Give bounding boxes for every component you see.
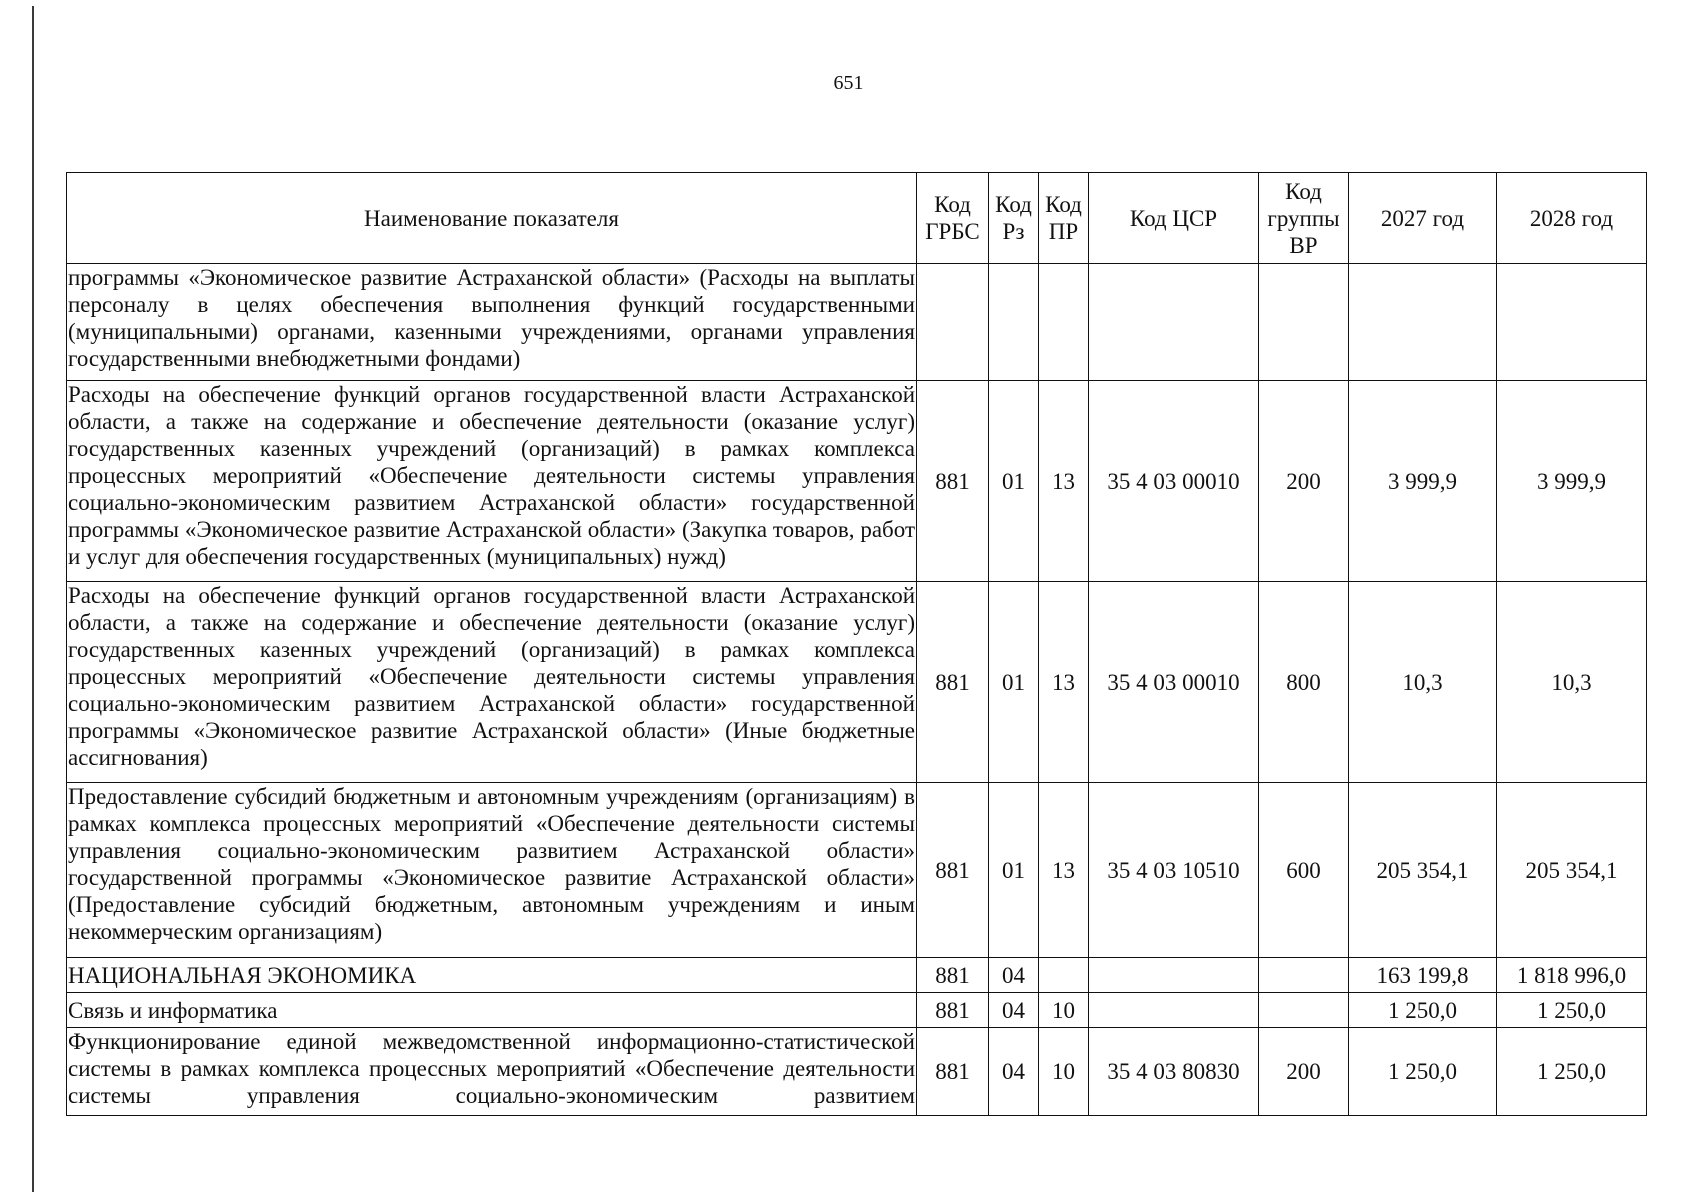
cell-csr (1089, 993, 1259, 1028)
cell-rz: 04 (989, 1028, 1039, 1116)
scan-edge-line (32, 6, 34, 1192)
cell-2027: 205 354,1 (1349, 783, 1497, 958)
cell-2028: 10,3 (1497, 582, 1647, 783)
cell-2028 (1497, 264, 1647, 381)
header-name: Наименование показателя (67, 173, 917, 264)
budget-table (66, 172, 1647, 1116)
cell-2027: 1 250,0 (1349, 993, 1497, 1028)
cell-grbs: 881 (917, 582, 989, 783)
cell-pr (1039, 264, 1089, 381)
header-pr: Код ПР (1039, 173, 1089, 264)
cell-pr: 13 (1039, 783, 1089, 958)
table-row (67, 993, 1647, 1028)
cell-vr (1259, 993, 1349, 1028)
header-2027: 2027 год (1349, 173, 1497, 264)
cell-2027: 1 250,0 (1349, 1028, 1497, 1116)
cell-2027: 3 999,9 (1349, 381, 1497, 582)
cell-csr: 35 4 03 00010 (1089, 381, 1259, 582)
table-row (67, 381, 1647, 582)
cell-rz: 04 (989, 958, 1039, 993)
page-number: 651 (833, 72, 864, 94)
cell-2027 (1349, 264, 1497, 381)
cell-pr: 13 (1039, 381, 1089, 582)
header-rz: Код Рз (989, 173, 1039, 264)
cell-pr: 10 (1039, 1028, 1089, 1116)
cell-pr (1039, 958, 1089, 993)
cell-2028: 1 250,0 (1497, 1028, 1647, 1116)
header-grbs: Код ГРБС (917, 173, 989, 264)
cell-vr: 800 (1259, 582, 1349, 783)
cell-csr: 35 4 03 10510 (1089, 783, 1259, 958)
cell-name: Функционирование единой межведомственной информационно-статистической системы в рамках комплекса процессных мероприятий «Обеспечение деятельности системы управления социально-экономическим развитием (67, 1028, 917, 1116)
cell-rz (989, 264, 1039, 381)
cell-name: Связь и информатика (67, 993, 917, 1028)
cell-name: НАЦИОНАЛЬНАЯ ЭКОНОМИКА (67, 958, 917, 993)
cell-pr: 10 (1039, 993, 1089, 1028)
header-csr: Код ЦСР (1089, 173, 1259, 264)
cell-vr: 200 (1259, 1028, 1349, 1116)
cell-name: Расходы на обеспечение функций органов государственной власти Астраханской области, а также на содержание и обеспечение деятельности (оказание услуг) государственных казенных учреждений (организаций) в рамках комплекса процессных мероприятий «Обеспечение деятельности системы управления социально-экономическим развитием Астраханской области» государственной программы «Экономическое развитие Астраханской области» (Иные бюджетные ассигнования) (67, 582, 917, 783)
cell-name: Предоставление субсидий бюджетным и автономным учреждениям (организациям) в рамках комплекса процессных мероприятий «Обеспечение деятельности системы управления социально-экономическим развитием Астраханской области» государственной программы «Экономическое развитие Астраханской области» (Предоставление субсидий бюджетным, автономным учреждениям и иным некоммерческим организациям) (67, 783, 917, 958)
cell-rz: 04 (989, 993, 1039, 1028)
table-row (67, 582, 1647, 783)
cell-grbs: 881 (917, 958, 989, 993)
cell-pr: 13 (1039, 582, 1089, 783)
cell-rz: 01 (989, 381, 1039, 582)
cell-name: Расходы на обеспечение функций органов государственной власти Астраханской области, а также на содержание и обеспечение деятельности (оказание услуг) государственных казенных учреждений (организаций) в рамках комплекса процессных мероприятий «Обеспечение деятельности системы управления социально-экономическим развитием Астраханской области» государственной программы «Экономическое развитие Астраханской области» (Закупка товаров, работ и услуг для обеспечения государственных (муниципальных) нужд) (67, 381, 917, 582)
table-row (67, 958, 1647, 993)
cell-2027: 163 199,8 (1349, 958, 1497, 993)
cell-vr: 600 (1259, 783, 1349, 958)
cell-vr (1259, 264, 1349, 381)
table-header-row (67, 173, 1647, 264)
cell-2028: 205 354,1 (1497, 783, 1647, 958)
cell-csr: 35 4 03 80830 (1089, 1028, 1259, 1116)
cell-csr (1089, 264, 1259, 381)
cell-rz: 01 (989, 582, 1039, 783)
cell-csr (1089, 958, 1259, 993)
header-2028: 2028 год (1497, 173, 1647, 264)
cell-rz: 01 (989, 783, 1039, 958)
cell-name: программы «Экономическое развитие Астраханской области» (Расходы на выплаты персоналу в целях обеспечения выполнения функций государственными (муниципальными) органами, казенными учреждениями, органами управления государственными внебюджетными фондами) (67, 264, 917, 381)
table-row (67, 783, 1647, 958)
cell-csr: 35 4 03 00010 (1089, 582, 1259, 783)
cell-grbs (917, 264, 989, 381)
header-vr: Код группы ВР (1259, 173, 1349, 264)
cell-grbs: 881 (917, 783, 989, 958)
cell-2028: 1 818 996,0 (1497, 958, 1647, 993)
table-row (67, 264, 1647, 381)
cell-vr (1259, 958, 1349, 993)
table-row (67, 1028, 1647, 1116)
cell-2028: 3 999,9 (1497, 381, 1647, 582)
cell-grbs: 881 (917, 381, 989, 582)
cell-2027: 10,3 (1349, 582, 1497, 783)
cell-grbs: 881 (917, 993, 989, 1028)
cell-grbs: 881 (917, 1028, 989, 1116)
cell-vr: 200 (1259, 381, 1349, 582)
cell-2028: 1 250,0 (1497, 993, 1647, 1028)
